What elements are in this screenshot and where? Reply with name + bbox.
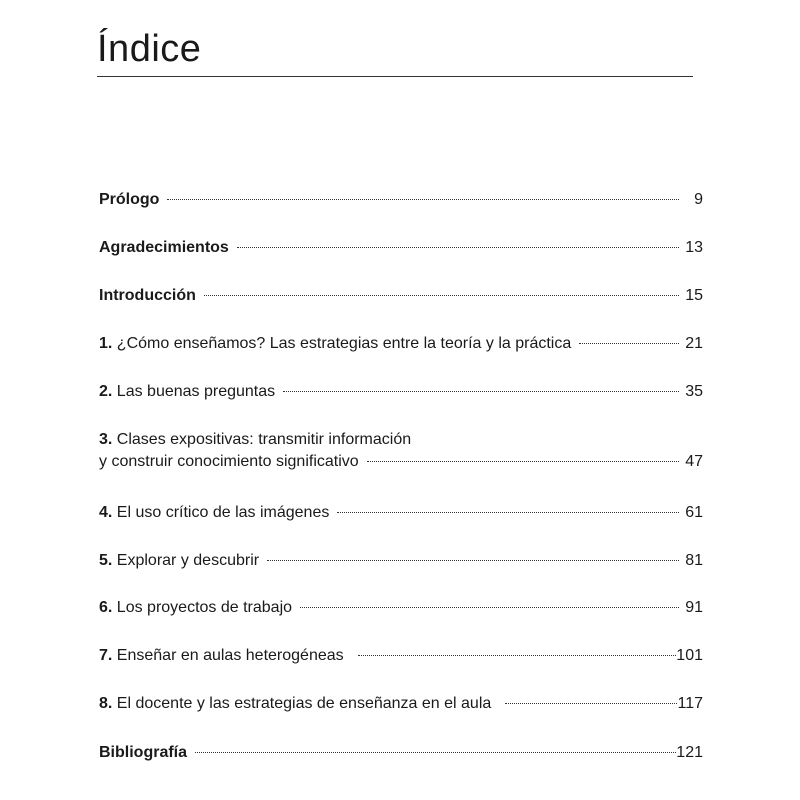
- dot-leader: [283, 391, 679, 392]
- chapter-number: 7.: [99, 647, 113, 664]
- toc-entry-chapter-4[interactable]: [99, 502, 703, 524]
- toc-entry-page: 9: [694, 191, 703, 208]
- toc-entry-chapter-8[interactable]: [99, 693, 703, 715]
- toc-entry-chapter-1[interactable]: [99, 333, 703, 355]
- chapter-number: 5.: [99, 552, 113, 569]
- dot-leader: [204, 295, 679, 296]
- chapter-number: 8.: [99, 695, 113, 712]
- toc-entry-page: 121: [676, 744, 703, 761]
- toc-entry-label: Explorar y descubrir: [116, 552, 260, 569]
- toc-entry-agradecimientos[interactable]: [99, 237, 703, 259]
- dot-leader: [237, 247, 679, 248]
- toc-entry-label: Enseñar en aulas heterogéneas: [116, 647, 344, 664]
- dot-leader: [300, 607, 679, 608]
- chapter-number: 6.: [99, 599, 113, 616]
- chapter-number: 4.: [99, 504, 113, 521]
- toc-entry-label: El uso crítico de las imágenes: [116, 504, 330, 521]
- chapter-number: 1.: [99, 335, 113, 352]
- toc-entry-chapter-2[interactable]: [99, 381, 703, 403]
- toc-entry-chapter-6[interactable]: [99, 597, 703, 619]
- toc-entry-label: Las buenas preguntas: [116, 383, 276, 400]
- dot-leader: [167, 199, 679, 200]
- title-divider: [97, 76, 693, 77]
- toc-entry-chapter-7[interactable]: [99, 645, 703, 667]
- toc-entry-page: 91: [685, 599, 703, 616]
- toc-entry-label: El docente y las estrategias de enseñanza en el aula: [116, 695, 492, 712]
- dot-leader: [358, 655, 677, 656]
- toc-entry-page: 15: [685, 287, 703, 304]
- toc-entry-label: Introducción: [99, 287, 196, 304]
- toc-entry-page: 101: [676, 647, 703, 664]
- toc-entry-introduccion[interactable]: [99, 285, 703, 307]
- chapter-number: 3.: [99, 431, 113, 448]
- toc-entry-page: 13: [685, 239, 703, 256]
- toc-entry-page: 35: [685, 383, 703, 400]
- toc-entry-label: Los proyectos de trabajo: [116, 599, 293, 616]
- toc-entry-label: Bibliografía: [99, 744, 188, 761]
- dot-leader: [505, 703, 677, 704]
- toc-entry-label: Prólogo: [99, 191, 160, 208]
- toc-entry-label: y construir conocimiento significativo: [99, 453, 359, 470]
- toc-entry-chapter-5[interactable]: [99, 550, 703, 572]
- toc-entry-label-line1: Clases expositivas: transmitir información: [116, 431, 412, 448]
- dot-leader: [195, 752, 676, 753]
- chapter-number: 2.: [99, 383, 113, 400]
- toc-entry-label: Agradecimientos: [99, 239, 229, 256]
- toc-entry-label: ¿Cómo enseñamos? Las estrategias entre la teoría y la práctica: [116, 335, 572, 352]
- toc-entry-chapter-3[interactable]: [99, 429, 703, 473]
- toc-entry-page: 21: [685, 335, 703, 352]
- toc-entry-bibliografia[interactable]: [99, 742, 703, 764]
- page-title: Índice: [97, 28, 202, 70]
- toc-entry-prologo[interactable]: [99, 189, 703, 211]
- dot-leader: [579, 343, 679, 344]
- toc-entry-page: 81: [685, 552, 703, 569]
- dot-leader: [337, 512, 679, 513]
- toc-entry-page: 117: [677, 695, 703, 712]
- toc-entry-page: 47: [685, 453, 703, 470]
- dot-leader: [367, 461, 679, 462]
- dot-leader: [267, 560, 679, 561]
- toc-entry-page: 61: [685, 504, 703, 521]
